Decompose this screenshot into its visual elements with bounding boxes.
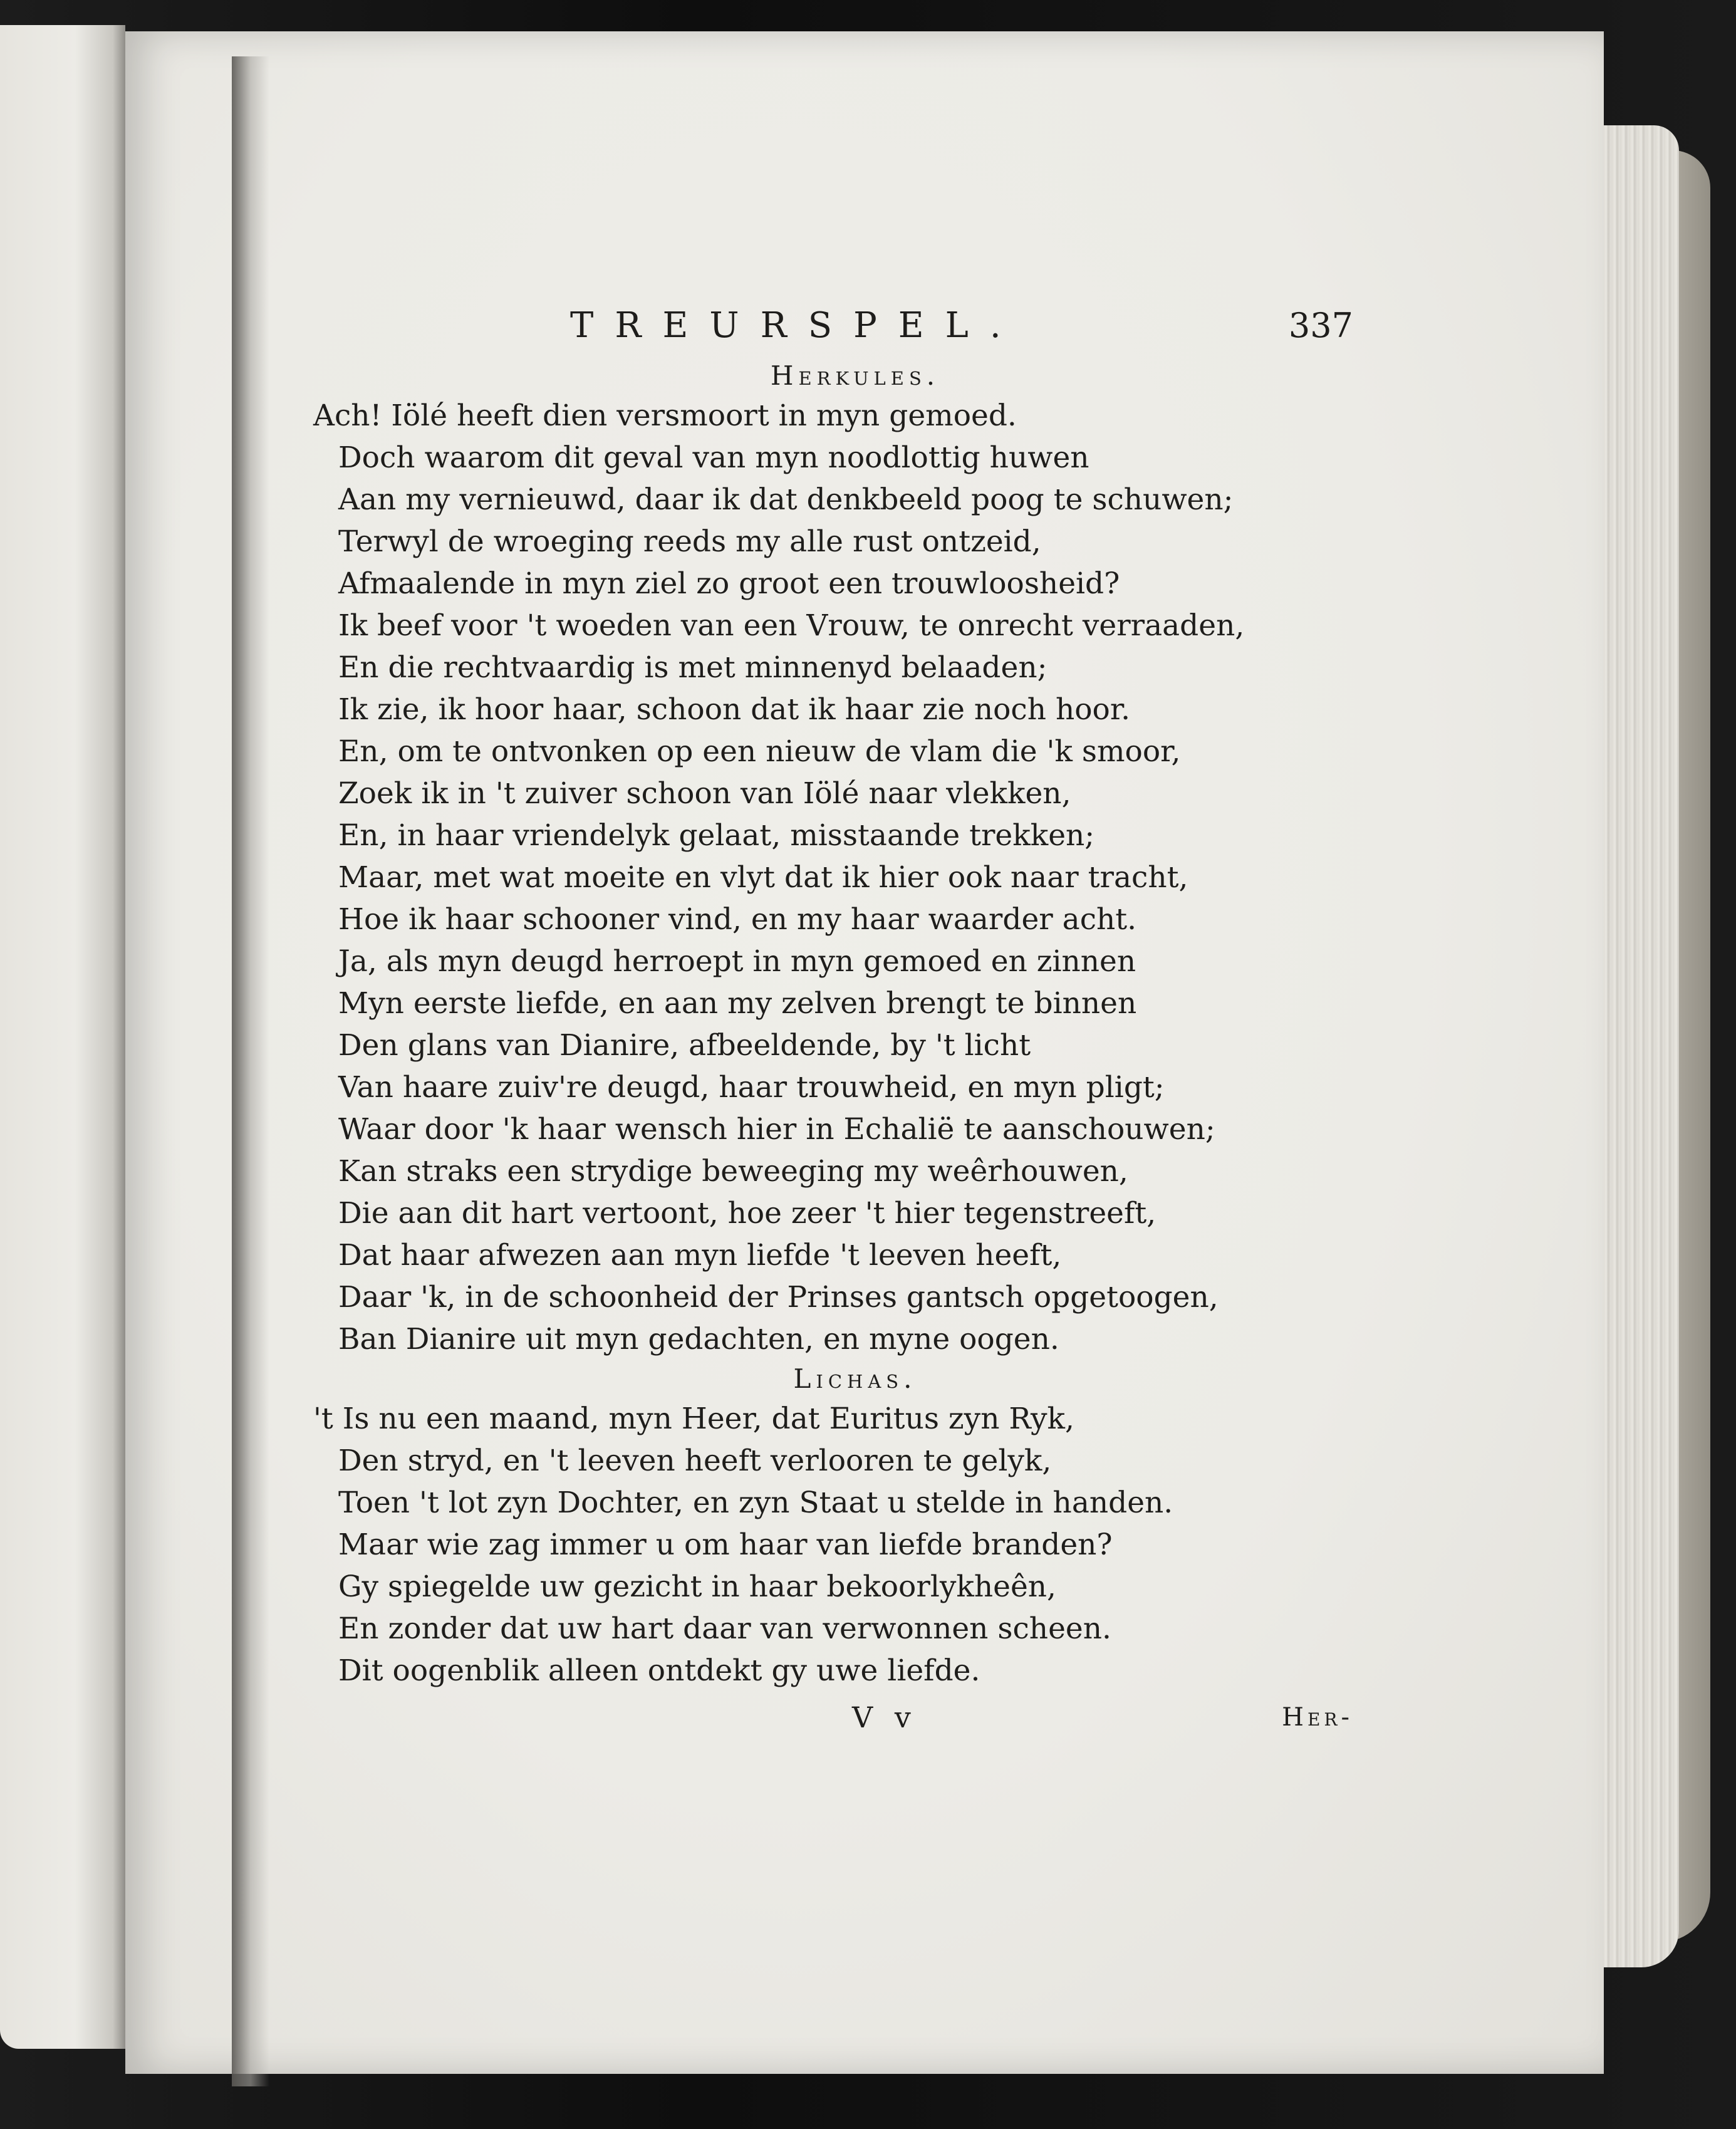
verse-line: Maar wie zag immer u om haar van liefde branden? xyxy=(338,1528,1113,1562)
gutter-shadow xyxy=(232,56,269,2086)
speaker-name: Herkules. xyxy=(770,360,940,391)
running-title: TREURSPEL. xyxy=(570,305,1022,346)
verse-line: Doch waarom dit geval van myn noodlottig huwen xyxy=(338,440,1089,475)
catchword: Her- xyxy=(1282,1703,1353,1732)
verse-line: Die aan dit hart vertoont, hoe zeer 't hier tegenstreeft, xyxy=(338,1196,1156,1231)
verse-line: Dit oogenblik alleen ontdekt gy uwe liefde. xyxy=(338,1653,980,1688)
verse-line: En die rechtvaardig is met minnenyd belaaden; xyxy=(338,650,1047,685)
verse-line: Ban Dianire uit myn gedachten, en myne oogen. xyxy=(338,1322,1059,1356)
verse-line: Ja, als myn deugd herroept in myn gemoed en zinnen xyxy=(338,944,1136,979)
verse-line: Kan straks een strydige beweeging my weêrhouwen, xyxy=(338,1154,1128,1189)
speech-lichas xyxy=(313,1398,1353,1692)
page-footer xyxy=(313,1695,1353,1739)
verse-line: Myn eerste liefde, en aan my zelven brengt te binnen xyxy=(338,986,1137,1021)
verse-line: Terwyl de wroeging reeds my alle rust ontzeid, xyxy=(338,524,1041,559)
page-number: 337 xyxy=(1288,306,1353,345)
running-head xyxy=(313,294,1353,357)
speaker-name: Lichas. xyxy=(793,1363,917,1394)
speech-herkules xyxy=(313,395,1353,1360)
left-facing-page xyxy=(0,25,125,2049)
verse-line: 't Is nu een maand, myn Heer, dat Euritus zyn Ryk, xyxy=(313,1402,1074,1436)
verse-line: Ik zie, ik hoor haar, schoon dat ik haar zie noch hoor. xyxy=(338,692,1131,727)
verse-line: Den stryd, en 't leeven heeft verlooren te gelyk, xyxy=(338,1444,1052,1478)
verse-line: Zoek ik in 't zuiver schoon van Iölé naar vlekken, xyxy=(338,776,1071,811)
verse-line: Toen 't lot zyn Dochter, en zyn Staat u stelde in handen. xyxy=(338,1486,1173,1520)
verse-line: Gy spiegelde uw gezicht in haar bekoorlykheên, xyxy=(338,1569,1056,1604)
verse-line: Van haare zuiv're deugd, haar trouwheid, en myn pligt; xyxy=(338,1070,1165,1105)
verse-line: Dat haar afwezen aan myn liefde 't leeven heeft, xyxy=(338,1238,1062,1273)
verse-line: En, in haar vriendelyk gelaat, misstaande trekken; xyxy=(338,818,1095,853)
verse-line: Hoe ik haar schooner vind, en my haar waarder acht. xyxy=(338,902,1137,937)
verse-line: Ik beef voor 't woeden van een Vrouw, te onrecht verraaden, xyxy=(338,608,1245,643)
verse-line: En zonder dat uw hart daar van verwonnen scheen. xyxy=(338,1611,1111,1646)
verse-line: Maar, met wat moeite en vlyt dat ik hier ook naar tracht, xyxy=(338,860,1188,895)
signature-mark: V v xyxy=(852,1700,917,1734)
verse-line: Ach! Iölé heeft dien versmoort in myn gemoed. xyxy=(313,398,1017,433)
verse-line: Afmaalende in myn ziel zo groot een trouwloosheid? xyxy=(338,566,1120,601)
verse-line: Daar 'k, in de schoonheid der Prinses gantsch opgetoogen, xyxy=(338,1280,1219,1314)
verse-line: Den glans van Dianire, afbeeldende, by 't licht xyxy=(338,1028,1031,1063)
book-page xyxy=(125,31,1604,2074)
verse-line: Aan my vernieuwd, daar ik dat denkbeeld poog te schuwen; xyxy=(338,482,1234,517)
text-block xyxy=(313,294,1353,1734)
verse-line: En, om te ontvonken op een nieuw de vlam die 'k smoor, xyxy=(338,734,1181,769)
verse-line: Waar door 'k haar wensch hier in Echalië te aanschouwen; xyxy=(338,1112,1215,1147)
